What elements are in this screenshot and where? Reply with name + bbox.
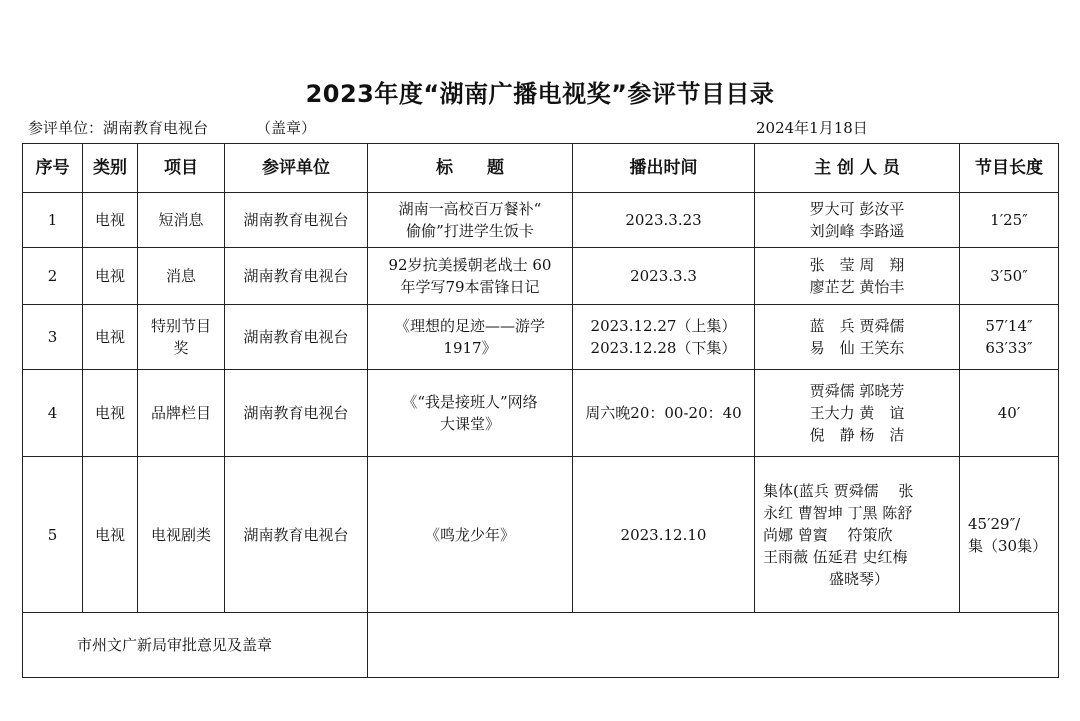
cell-unit: 湖南教育电视台 <box>225 370 368 457</box>
cell-staff: 罗大可 彭汝平 刘剑峰 李路遥 <box>755 193 960 248</box>
cell-title: 《鸣龙少年》 <box>368 457 573 613</box>
cell-time: 周六晚20：00-20：40 <box>573 370 755 457</box>
cell-no: 2 <box>23 248 83 305</box>
cell-staff: 贾舜儒 郭晓芳 王大力 黄 谊 倪 静 杨 洁 <box>755 370 960 457</box>
cell-time: 2023.3.23 <box>573 193 755 248</box>
cell-length: 3′50″ <box>960 248 1059 305</box>
cell-item: 短消息 <box>138 193 225 248</box>
applicant-unit <box>28 117 316 138</box>
cell-length: 45′29″/ 集（30集） <box>960 457 1059 613</box>
cell-time: 2023.3.3 <box>573 248 755 305</box>
cell-category: 电视 <box>83 370 138 457</box>
cell-no: 4 <box>23 370 83 457</box>
document-date: 2024年1月18日 <box>756 119 868 137</box>
approval-label: 市州文广新局审批意见及盖章 <box>23 613 368 678</box>
table-row <box>23 457 1059 613</box>
cell-title: 《“我是接班人”网络 大课堂》 <box>368 370 573 457</box>
cell-staff: 蓝 兵 贾舜儒 易 仙 王笑东 <box>755 305 960 370</box>
cell-length: 1′25″ <box>960 193 1059 248</box>
cell-unit: 湖南教育电视台 <box>225 193 368 248</box>
cell-no: 1 <box>23 193 83 248</box>
cell-time: 2023.12.27（上集） 2023.12.28（下集） <box>573 305 755 370</box>
cell-no: 3 <box>23 305 83 370</box>
header-category: 类别 <box>83 144 138 193</box>
cell-staff: 张 莹 周 翔 廖芷艺 黄怡丰 <box>755 248 960 305</box>
approval-blank <box>368 613 1059 678</box>
cell-category: 电视 <box>83 305 138 370</box>
seal-label: （盖章） <box>256 119 317 137</box>
cell-title: 湖南一高校百万餐补“ 偷偷”打进学生饭卡 <box>368 193 573 248</box>
approval-row <box>23 613 1059 678</box>
header-staff: 主 创 人 员 <box>755 144 960 193</box>
table-row <box>23 305 1059 370</box>
cell-item: 电视剧类 <box>138 457 225 613</box>
program-table <box>22 143 1059 678</box>
header-title: 标 题 <box>368 144 573 193</box>
header-row <box>23 144 1059 193</box>
unit-label: 参评单位：湖南教育电视台 <box>28 119 209 137</box>
cell-item: 品牌栏目 <box>138 370 225 457</box>
cell-unit: 湖南教育电视台 <box>225 248 368 305</box>
table-row <box>23 248 1059 305</box>
header-unit: 参评单位 <box>225 144 368 193</box>
cell-category: 电视 <box>83 457 138 613</box>
table-row <box>23 193 1059 248</box>
cell-length: 57′14″ 63′33″ <box>960 305 1059 370</box>
cell-category: 电视 <box>83 193 138 248</box>
table-row <box>23 370 1059 457</box>
header-time: 播出时间 <box>573 144 755 193</box>
cell-time: 2023.12.10 <box>573 457 755 613</box>
document-title: 2023年度“湖南广播电视奖”参评节目目录 <box>305 80 775 108</box>
cell-no: 5 <box>23 457 83 613</box>
header-length: 节目长度 <box>960 144 1059 193</box>
cell-unit: 湖南教育电视台 <box>225 305 368 370</box>
header-item: 项目 <box>138 144 225 193</box>
cell-length: 40′ <box>960 370 1059 457</box>
cell-item: 消息 <box>138 248 225 305</box>
cell-unit: 湖南教育电视台 <box>225 457 368 613</box>
cell-title: 《理想的足迹——游学 1917》 <box>368 305 573 370</box>
cell-staff: 集体(蓝兵 贾舜儒 张 永红 曹智坤 丁黑 陈舒 尚娜 曾賨 符策欣 王雨薇 伍延君 史红梅 盛晓琴） <box>755 457 960 613</box>
cell-item: 特别节目 奖 <box>138 305 225 370</box>
header-no: 序号 <box>23 144 83 193</box>
cell-title: 92岁抗美援朝老战士 60 年学写79本雷锋日记 <box>368 248 573 305</box>
cell-category: 电视 <box>83 248 138 305</box>
